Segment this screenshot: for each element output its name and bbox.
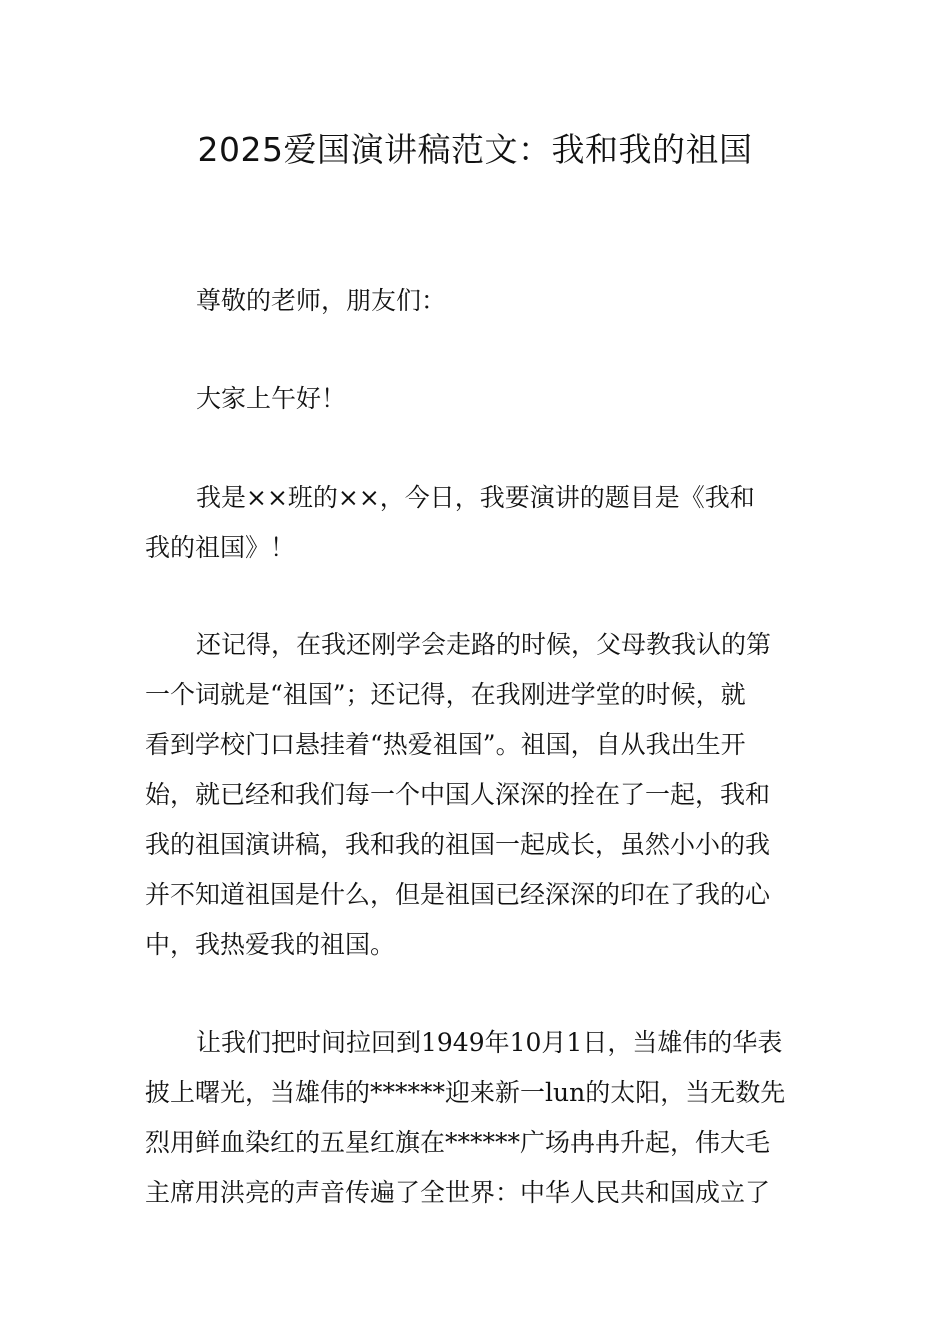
history-line-4: 主席用洪亮的声音传遍了全世界：中华人民共和国成立了 [145, 1178, 771, 1207]
memory-line-6: 并不知道祖国是什么，但是祖国已经深深的印在了我的心 [145, 880, 771, 909]
memory-line-2: 一个词就是“祖国”；还记得，在我刚进学堂的时候，就 [145, 680, 746, 709]
memory-line-1: 还记得，在我还刚学会走路的时候，父母教我认的第 [196, 630, 772, 659]
memory-line-5: 我的祖国演讲稿，我和我的祖国一起成长，虽然小小的我 [145, 830, 771, 859]
history-line-3: 烈用鲜血染红的五星红旗在******广场冉冉升起，伟大毛 [145, 1128, 771, 1157]
intro-line-2: 我的祖国》！ [145, 533, 296, 562]
history-line-2: 披上曙光，当雄伟的******迎来新一lun的太阳，当无数先 [145, 1078, 786, 1107]
memory-line-4: 始，就已经和我们每一个中国人深深的拴在了一起，我和 [145, 780, 771, 809]
document-title: 2025爱国演讲稿范文：我和我的祖国 [197, 130, 753, 169]
memory-line-3: 看到学校门口悬挂着“热爱祖国”。祖国，自从我出生开 [145, 730, 746, 759]
history-line-1: 让我们把时间拉回到1949年10月1日，当雄伟的华表 [196, 1028, 783, 1057]
intro-line-1: 我是××班的××，今日，我要演讲的题目是《我和 [196, 483, 755, 512]
salutation-line: 尊敬的老师，朋友们： [196, 286, 447, 315]
memory-line-7: 中，我热爱我的祖国。 [145, 930, 396, 959]
greeting-line: 大家上午好！ [196, 384, 347, 413]
